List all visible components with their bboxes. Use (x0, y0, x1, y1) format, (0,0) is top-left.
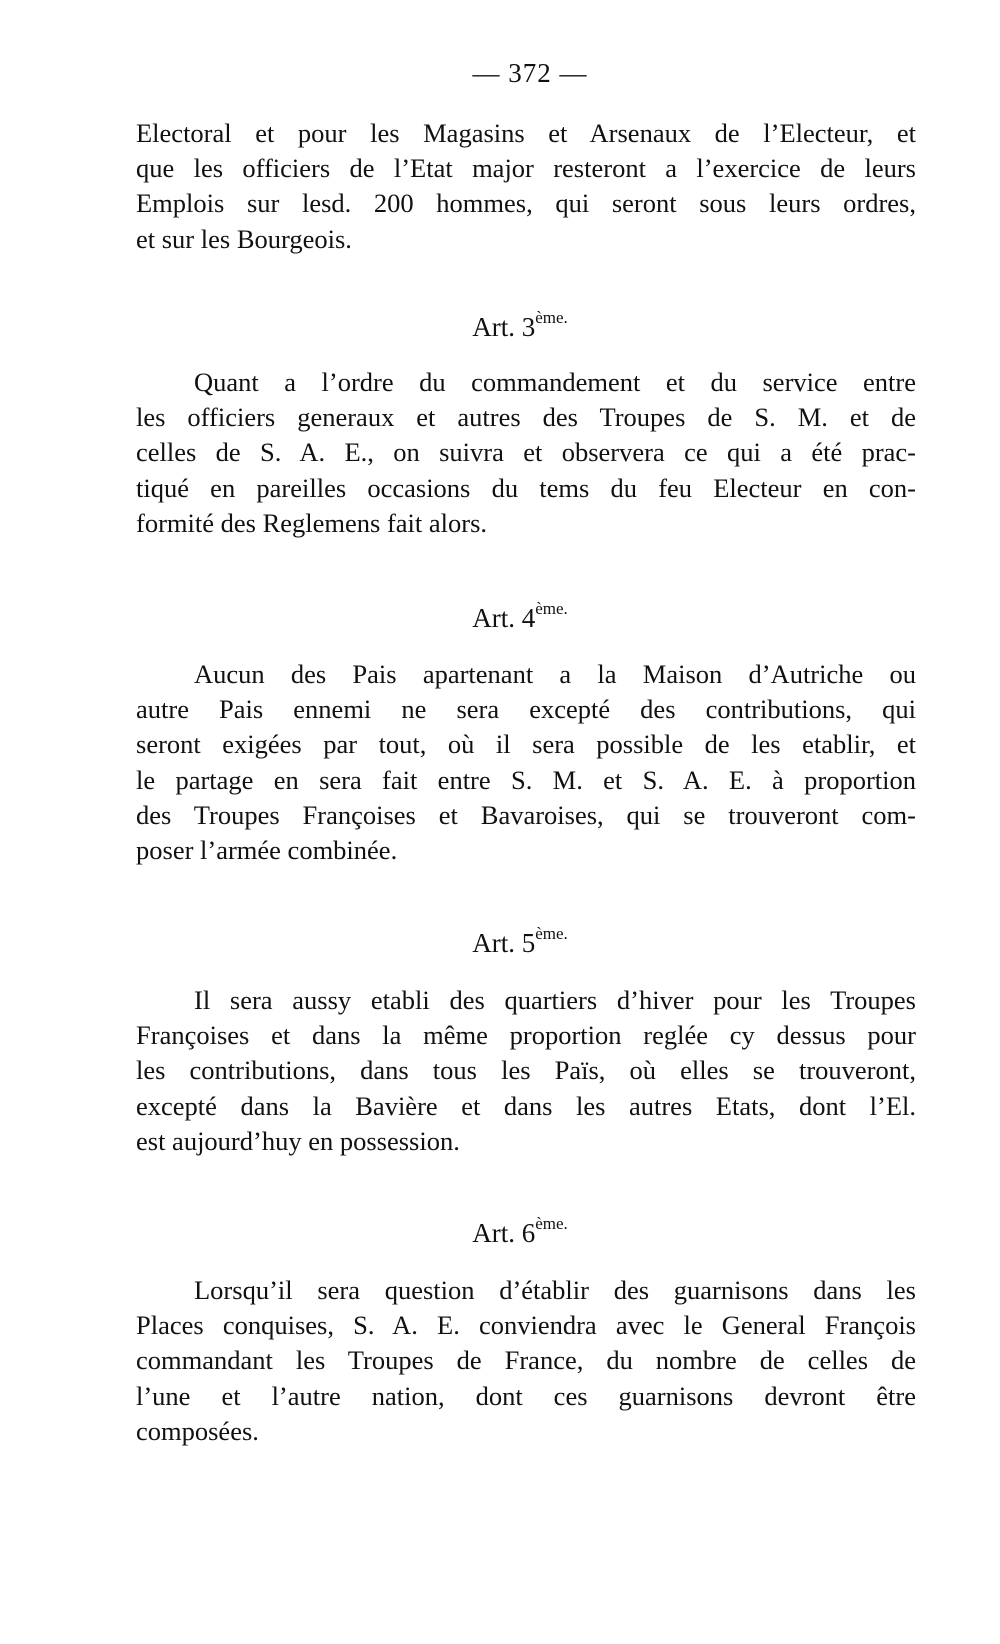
article-label: Art. 4 (472, 603, 536, 633)
text-line: des Troupes Françoises et Bavaroises, qui se trouveront com- (136, 799, 916, 830)
text-line: Electoral et pour les Magasins et Arsenaux de l’Electeur, et (136, 118, 916, 148)
article-3-paragraph (136, 365, 916, 541)
article-4-heading (0, 599, 1000, 634)
text-line: Aucun des Pais apartenant a la Maison d’Autriche ou (194, 659, 916, 689)
text-line: les officiers generaux et autres des Troupes de S. M. et de (136, 402, 916, 433)
article-label: Art. 5 (472, 928, 536, 958)
article-label: Art. 6 (472, 1218, 536, 1248)
text-line: tiqué en pareilles occasions du tems du feu Electeur en con- (136, 472, 916, 503)
text-line: Il sera aussy etabli des quartiers d’hiver pour les Troupes (194, 985, 916, 1015)
paragraph-continuation (136, 116, 916, 257)
text-line: Françoises et dans la même proportion reglée cy dessus pour (136, 1020, 916, 1051)
article-4-paragraph (136, 657, 916, 868)
article-6-paragraph (136, 1273, 916, 1449)
text-line: formité des Reglemens fait alors. (136, 507, 488, 538)
text-line: le partage en sera fait entre S. M. et S. A. E. à proportion (136, 764, 916, 795)
article-superscript: ème. (535, 599, 568, 618)
text-line: l’une et l’autre nation, dont ces guarnisons devront être (136, 1380, 916, 1411)
article-5-heading (0, 924, 1000, 959)
page-number: — 372 — (472, 58, 588, 88)
text-line: Emplois sur lesd. 200 hommes, qui seront sous leurs ordres, (136, 188, 916, 219)
article-label: Art. 3 (472, 312, 536, 342)
text-line: celles de S. A. E., on suivra et observera ce qui a été prac- (136, 437, 916, 468)
text-line: Lorsqu’il sera question d’établir des guarnisons dans les (194, 1275, 916, 1305)
text-line: les contributions, dans tous les Païs, où elles se trouveront, (136, 1055, 916, 1086)
article-superscript: ème. (535, 308, 568, 327)
article-6-heading (0, 1214, 1000, 1249)
text-line: excepté dans la Bavière et dans les autres Etats, dont l’El. (136, 1090, 916, 1121)
text-line: que les officiers de l’Etat major resteront a l’exercice de leurs (136, 153, 916, 184)
text-line: composées. (136, 1415, 259, 1446)
article-5-paragraph (136, 983, 916, 1159)
text-line: et sur les Bourgeois. (136, 223, 352, 254)
text-line: poser l’armée combinée. (136, 835, 398, 866)
text-line: autre Pais ennemi ne sera excepté des contributions, qui (136, 694, 916, 725)
text-line: Places conquises, S. A. E. conviendra avec le General François (136, 1310, 916, 1341)
text-line: Quant a l’ordre du commandement et du service entre (194, 367, 916, 397)
text-line: est aujourd’huy en possession. (136, 1125, 460, 1156)
text-line: commandant les Troupes de France, du nombre de celles de (136, 1345, 916, 1376)
article-superscript: ème. (535, 924, 568, 943)
article-superscript: ème. (535, 1214, 568, 1233)
text-line: seront exigées par tout, où il sera possible de les etablir, et (136, 729, 916, 760)
article-3-heading (0, 308, 1000, 343)
